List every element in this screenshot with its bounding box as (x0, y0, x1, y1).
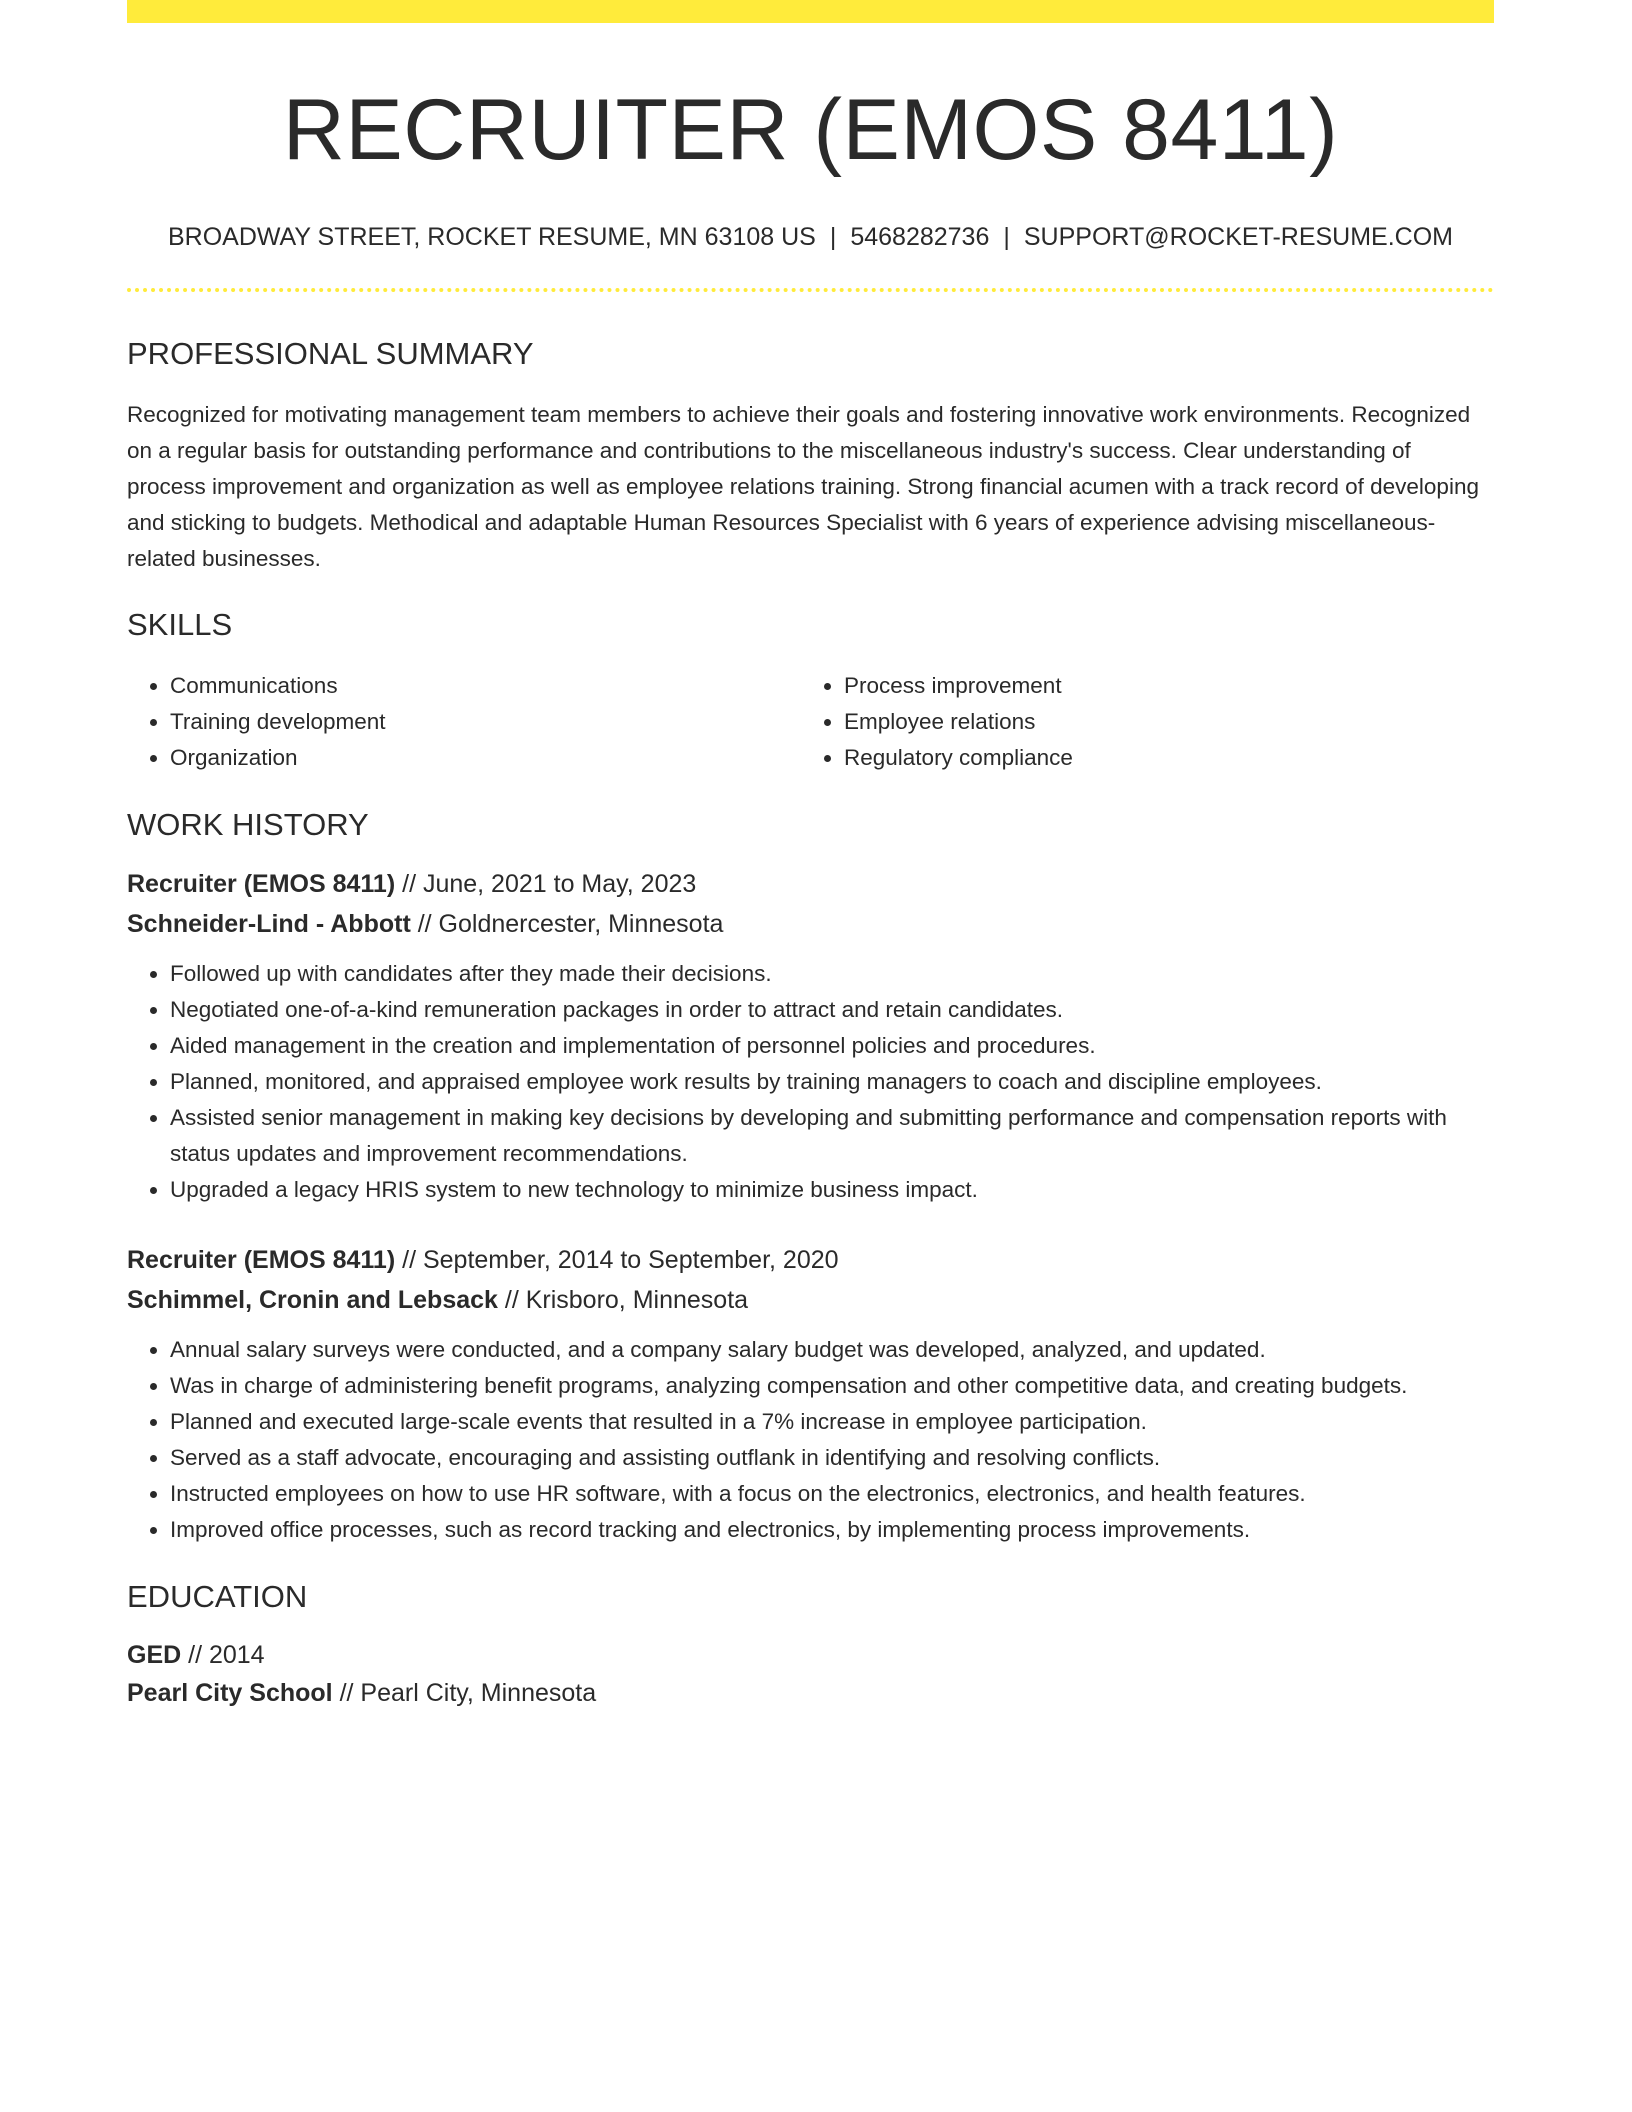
job-bullet: • Aided management in the creation and implementation of personnel policies and procedures. (170, 1028, 1494, 1064)
job-entry (127, 1240, 1494, 1548)
job-dates: // September, 2014 to September, 2020 (395, 1246, 839, 1274)
skill-item: • Regulatory compliance (844, 740, 1475, 776)
education-heading: EDUCATION (127, 1579, 308, 1614)
education-degree-line (127, 1636, 1494, 1674)
job-bullet: • Followed up with candidates after they made their decisions. (170, 956, 1494, 992)
education-school-line (127, 1674, 1494, 1712)
skill-item: • Process improvement (844, 668, 1475, 704)
job-dates: // June, 2021 to May, 2023 (395, 870, 697, 898)
skills-column-right (801, 668, 1475, 776)
education-school: Pearl City School (127, 1679, 333, 1707)
education-degree: GED (127, 1641, 182, 1669)
contact-separator: | (829, 223, 837, 251)
job-company-line (127, 904, 1494, 944)
job-bullet: • Planned and executed large-scale events that resulted in a 7% increase in employee participation. (170, 1404, 1494, 1440)
skill-item: • Training development (170, 704, 801, 740)
job-location: // Krisboro, Minnesota (497, 1286, 749, 1314)
job-title-line (127, 864, 1494, 904)
resume-content (127, 0, 1494, 1712)
skills-column-left (127, 668, 801, 776)
skill-item: • Employee relations (844, 704, 1475, 740)
job-bullet: • Planned, monitored, and appraised employee work results by training managers to coach and discipline employees. (170, 1064, 1494, 1100)
job-company: Schneider-Lind - Abbott (127, 910, 411, 938)
contact-email: SUPPORT@ROCKET-RESUME.COM (1023, 223, 1454, 251)
candidate-name: RECRUITER (EMOS 8411) (282, 82, 1339, 178)
job-bullet: • Instructed employees on how to use HR software, with a focus on the electronics, electronics, and health features. (170, 1476, 1494, 1512)
job-bullet: • Improved office processes, such as record tracking and electronics, by implementing process improvements. (170, 1512, 1494, 1548)
skill-item: • Organization (170, 740, 801, 776)
education-year: // 2014 (181, 1641, 265, 1669)
contact-separator: | (1003, 223, 1010, 251)
job-company-line (127, 1280, 1494, 1320)
job-bullet: • Upgraded a legacy HRIS system to new technology to minimize business impact. (170, 1172, 1494, 1208)
work-history-list (127, 864, 1494, 1548)
contact-address: BROADWAY STREET, ROCKET RESUME, MN 63108 US (167, 223, 816, 251)
job-bullet: • Served as a staff advocate, encouraging and assisting outflank in identifying and resolving conflicts. (170, 1440, 1494, 1476)
contact-line (127, 222, 1494, 252)
summary-text: Recognized for motivating management team members to achieve their goals and fostering innovative work environments. Recognized on a regular basis for outstanding performance and contributions to the miscellaneous industry's success. Clear understanding of process improvement and organization as well as employee relations training. Strong financial acumen with a track record of developing and sticking to budgets. Methodical and adaptable Human Resources Specialist with 6 years of experience advising miscellaneous-related businesses. (127, 402, 1479, 571)
contact-phone: 5468282736 (850, 223, 990, 251)
job-bullet: • Assisted senior management in making key decisions by developing and submitting performance and compensation reports with status updates and improvement recommendations. (170, 1100, 1494, 1172)
work-history-heading: WORK HISTORY (127, 807, 369, 842)
header-divider (127, 288, 1494, 292)
skills-list (127, 668, 1494, 776)
skill-item: • Communications (170, 668, 801, 704)
job-bullet: • Was in charge of administering benefit programs, analyzing compensation and other competitive data, and creating budgets. (170, 1368, 1494, 1404)
job-role: Recruiter (EMOS 8411) (127, 870, 396, 898)
job-company: Schimmel, Cronin and Lebsack (127, 1286, 498, 1314)
education-location: // Pearl City, Minnesota (332, 1679, 597, 1707)
job-bullets (127, 956, 1494, 1208)
job-location: // Goldnercester, Minnesota (410, 910, 724, 938)
job-bullet: • Negotiated one-of-a-kind remuneration packages in order to attract and retain candidates. (170, 992, 1494, 1028)
job-bullet: • Annual salary surveys were conducted, and a company salary budget was developed, analyzed, and updated. (170, 1332, 1494, 1368)
skills-heading: SKILLS (127, 607, 233, 642)
job-bullets (127, 1332, 1494, 1548)
summary-heading: PROFESSIONAL SUMMARY (127, 336, 534, 371)
education-entry (127, 1636, 1494, 1712)
job-entry (127, 864, 1494, 1208)
job-role: Recruiter (EMOS 8411) (127, 1246, 396, 1274)
job-title-line (127, 1240, 1494, 1280)
